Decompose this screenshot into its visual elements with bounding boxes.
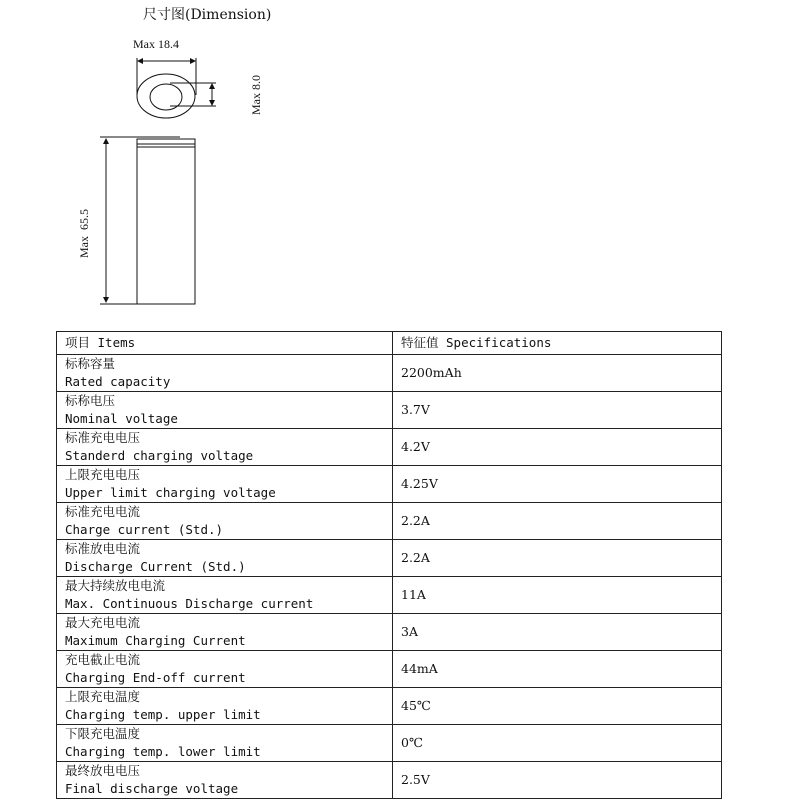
item-cell: [57, 466, 393, 503]
item-cn: 充电截止电流: [65, 652, 141, 667]
spec-value: 4.2V: [393, 429, 722, 466]
item-cn: 上限充电温度: [65, 689, 141, 704]
dimension-title: 尺寸图(Dimension): [143, 7, 272, 23]
spec-value: 45℃: [393, 688, 722, 725]
spec-value: 2.2A: [393, 503, 722, 540]
height-label: Max 65.5: [77, 209, 91, 258]
item-en: Max. Continuous Discharge current: [65, 596, 314, 611]
spec-value: 3A: [393, 614, 722, 651]
item-en: Charging temp. upper limit: [65, 707, 261, 722]
item-cell: [57, 688, 393, 725]
width-label: Max 18.4: [133, 37, 179, 51]
pin-label: Max 8.0: [249, 75, 263, 115]
side-view: [100, 137, 195, 304]
item-cn: 上限充电电压: [65, 467, 141, 482]
table-row: [57, 503, 722, 540]
spec-value: 2200mAh: [393, 355, 722, 392]
table-header: [57, 332, 722, 355]
spec-value: 11A: [393, 577, 722, 614]
table-row: [57, 725, 722, 762]
table-row: [57, 688, 722, 725]
item-cell: [57, 762, 393, 799]
spec-value: 44mA: [393, 651, 722, 688]
spec-value: 4.25V: [393, 466, 722, 503]
item-en: Discharge Current (Std.): [65, 559, 246, 574]
item-cn: 标称容量: [65, 356, 116, 371]
item-cn: 标准放电电流: [65, 541, 141, 556]
spec-value: 2.5V: [393, 762, 722, 799]
top-view: [137, 58, 216, 118]
item-cn: 标准充电电压: [65, 430, 141, 445]
item-cell: [57, 355, 393, 392]
header-items: 项目 Items: [57, 332, 393, 355]
item-cell: [57, 540, 393, 577]
table-row: [57, 392, 722, 429]
item-en: Final discharge voltage: [65, 781, 239, 796]
table-row: [57, 429, 722, 466]
item-en: Standerd charging voltage: [65, 448, 254, 463]
table-row: [57, 762, 722, 799]
item-cell: [57, 392, 393, 429]
item-cn: 最大充电电流: [65, 615, 141, 630]
item-cell: [57, 725, 393, 762]
item-cell: [57, 614, 393, 651]
table-row: [57, 577, 722, 614]
table-row: [57, 466, 722, 503]
item-en: Charging End-off current: [65, 670, 246, 685]
spec-value: 2.2A: [393, 540, 722, 577]
item-en: Maximum Charging Current: [65, 633, 246, 648]
header-specifications: 特征值 Specifications: [393, 332, 722, 355]
item-cn: 下限充电温度: [65, 726, 141, 741]
item-cell: [57, 429, 393, 466]
spec-value: 3.7V: [393, 392, 722, 429]
item-en: Nominal voltage: [65, 411, 178, 426]
spec-value: 0℃: [393, 725, 722, 762]
table-row: [57, 540, 722, 577]
item-cell: [57, 651, 393, 688]
item-en: Charging temp. lower limit: [65, 744, 261, 759]
table-row: [57, 614, 722, 651]
item-cell: [57, 577, 393, 614]
item-cn: 最大持续放电电流: [65, 578, 166, 593]
battery-dimension-drawing: [0, 0, 300, 320]
item-en: Charge current (Std.): [65, 522, 224, 537]
table-row: [57, 651, 722, 688]
spec-table: [56, 331, 722, 799]
item-en: Upper limit charging voltage: [65, 485, 276, 500]
item-cn: 最终放电电压: [65, 763, 141, 778]
table-row: [57, 355, 722, 392]
item-cn: 标准充电电流: [65, 504, 141, 519]
item-cell: [57, 503, 393, 540]
item-cn: 标称电压: [65, 393, 116, 408]
item-en: Rated capacity: [65, 374, 171, 389]
